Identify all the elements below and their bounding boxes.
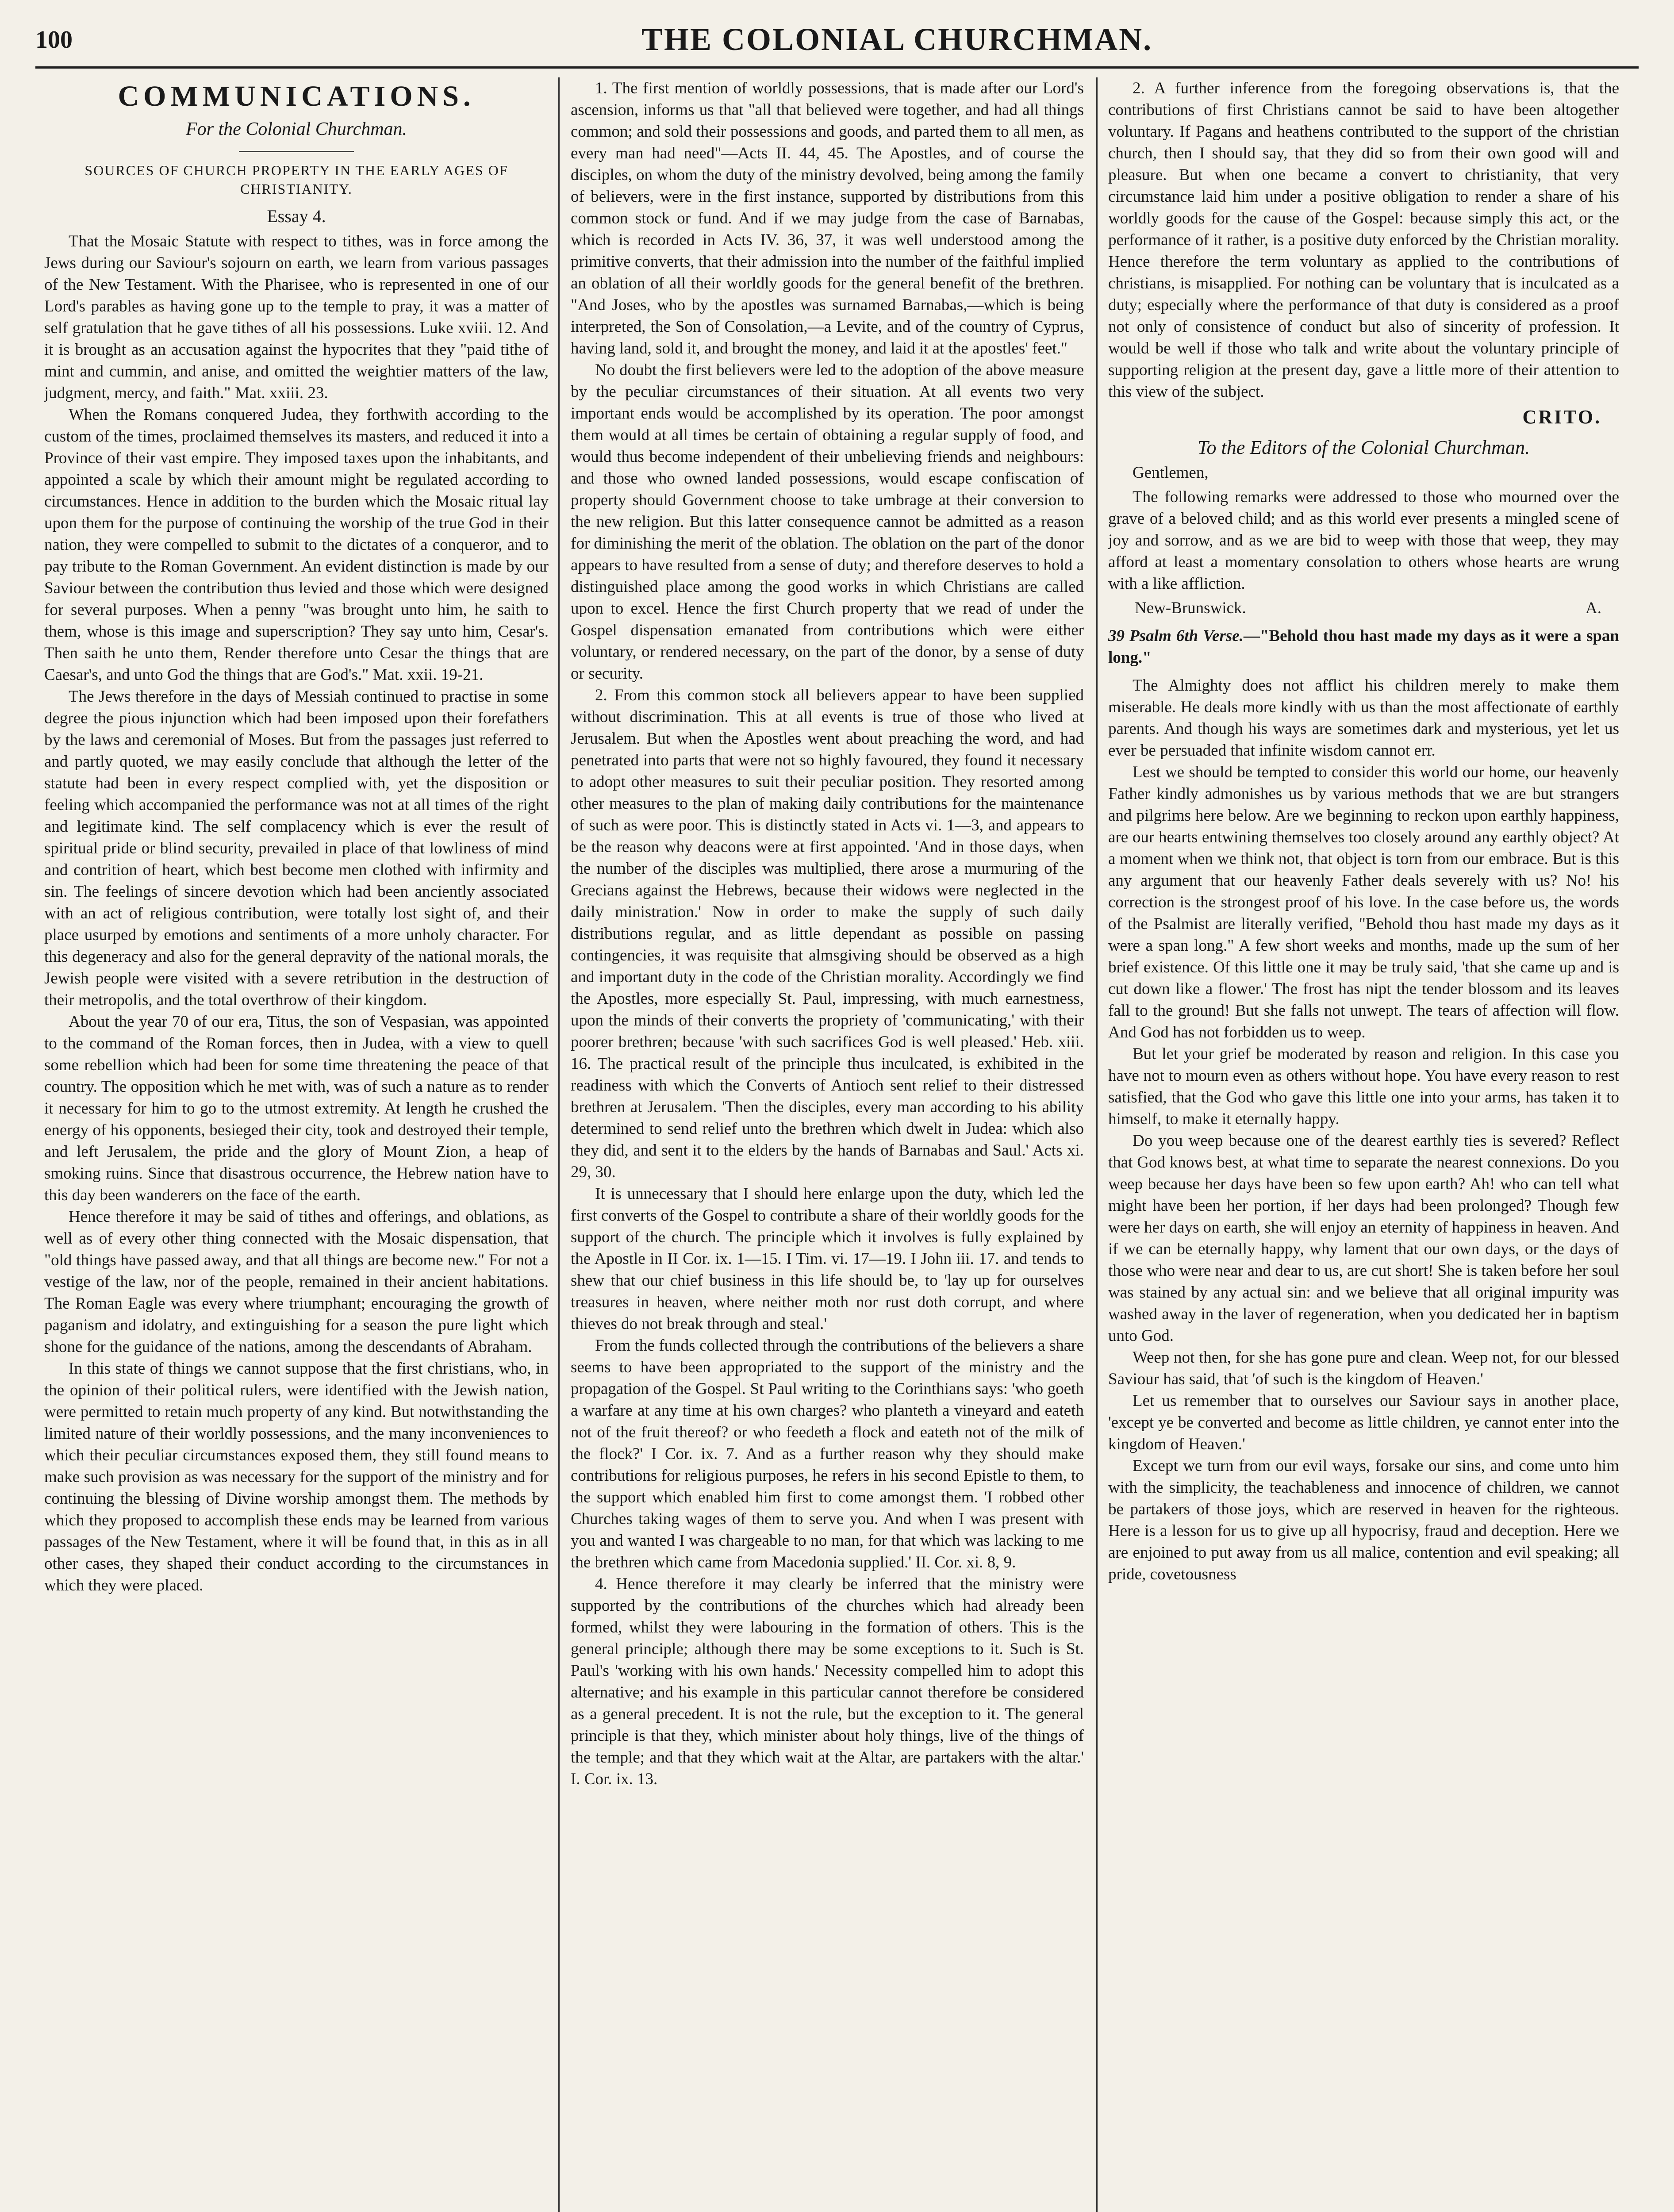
column-2 (571, 77, 1084, 2212)
letter-salutation: Gentlemen, (1133, 464, 1209, 482)
article-paragraph: When the Romans conquered Judea, they forthwith according to the custom of the times, proclaimed themselves its masters, and reduced it into a Province of their vast empire. They imposed taxes upon the inhabitants, and appointed a scale by which their amount might be regulated according to circumstances. Hence in addition to the burden which the Mosaic ritual lay upon them for the purpose of continuing the worship of the true God in their nation, they were compelled to submit to the dictates of a conqueror, and to pay tribute to the Roman Government. An evident distinction is made by our Saviour between the contribution thus levied and those which were designed for several purposes. When a penny "was brought unto him, he saith to them, whose is this image and superscription? They say unto him, Cesar's. Then saith he unto them, Render therefore unto Cesar the things that are Caesar's, and unto God the things that are God's." Mat. xxii. 19-21. (44, 406, 549, 684)
letter-paragraph: Lest we should be tempted to consider this world our home, our heavenly Father kindly admonishes us by various methods that we are but strangers and pilgrims here below. Are we beginning to reckon upon earthly happiness, are our hearts entwining themselves too closely around any earthly object? At a moment when we think not, that object is torn from our embrace. But is this any argument that our heavenly Father deals severely with us? No! his correction is the strongest proof of his love. In the case before us, the words of the Psalmist are literally verified, "Behold thou hast made my days as it were a span long." A few short weeks and months, made up the sum of her brief existence. Of this little one it may be truly said, 'that she came up and is cut down like a flower.' The frost has nipt the tender blossom and its leaves fall to the ground! But she falls not unwept. The tears of affection will flow. And God has not forbidden us to weep. (1108, 763, 1619, 1041)
page-number: 100 (35, 26, 73, 54)
article-paragraph: In this state of things we cannot suppose that the first christians, who, in the opinion of their political rulers, were identified with the Jewish nation, were permitted to retain much property of any kind. But notwithstanding the limited nature of their worldly possessions, and the many inconveniences to which their peculiar circumstances exposed them, they still found means to make such provision as was necessary for the support of the ministry and for continuing the blessing of Divine worship amongst them. The methods by which they proposed to accomplish these ends may be learned from various passages of the New Testament, where it will be found that, in this as in all other cases, they shaped their conduct according to the circumstances in which they were placed. (44, 1359, 549, 1594)
letter-paragraph: Do you weep because one of the dearest earthly ties is severed? Reflect that God knows best, at what time to separate the nearest connexions. Do you weep because her days have been so few upon earth? Ah! who can tell what might have been her portion, if her days had been prolonged? Though few were her days on earth, she will enjoy an eternity of happiness in heaven. And if we can be eternally happy, why lament that our own days, or the days of those who were near and dear to us, are cut short! She is taken before her soul was stained by any actual sin: and we believe that all original impurity was washed away in the laver of regeneration, when you dedicated her in baptism unto God. (1108, 1132, 1619, 1345)
column-3 (1108, 77, 1619, 2212)
article-signature: CRITO. (1522, 406, 1601, 428)
article-paragraph: The Jews therefore in the days of Messiah continued to practise in some degree the pious injunction which had been imposed upon their forefathers by the laws and ceremonial of Moses. But from the passages just referred to and partly quoted, we may easily conclude that although the letter of the statute had been in every respect complied with, yet the disposition or feeling which accompanied the performance was not at all times of the right and legitimate kind. The self complacency which is ever the result of spiritual pride or blind security, prevailed in place of that lowliness of mind and contrition of heart, which best become men clothed with infirmity and sin. The feelings of sincere devotion which had been anciently associated with an act of religious contribution, were totally lost sight of, and their place usurped by emotions and sentiments of a more unholy character. For this degeneracy and also for the general depravity of the national morals, the Jewish people were visited with a severe retribution in the destruction of their metropolis, and the total overthrow of their kingdom. (44, 687, 549, 1009)
letter-paragraph: Except we turn from our evil ways, forsake our sins, and come unto him with the simplicity, the teachableness and innocence of children, we cannot be partakers of those joys, which are reserved in heaven for the righteous. Here is a lesson for us to give up all hypocrisy, fraud and deception. Here we are enjoined to put away from us all malice, contention and evil speaking; all pride, covetousness (1108, 1457, 1619, 1583)
letter-paragraph: The Almighty does not afflict his children merely to make them miserable. He deals more kindly with us than the most affectionate of earthly parents. And though his ways are sometimes dark and mysterious, yet let us ever be persuaded that infinite wisdom cannot err. (1108, 676, 1619, 760)
letter-place: New-Brunswick. (1135, 599, 1246, 617)
article-paragraph: That the Mosaic Statute with respect to tithes, was in force among the Jews during our Saviour's sojourn on earth, we learn from various passages of the New Testament. With the Pharisee, who is represented in one of our Lord's parables as having gone up to the temple to pray, it was a matter of self gratulation that he gave tithes of all his possessions. Luke xviii. 12. And it is brought as an accusation against the hypocrites that they "paid tithe of mint and cummin, and anise, and omitted the weightier matters of the law, judgment, mercy, and faith." Mat. xxiii. 23. (44, 232, 549, 402)
running-title: THE COLONIAL CHURCHMAN. (641, 22, 1153, 57)
column-rule (558, 77, 560, 2212)
letter-address: To the Editors of the Colonial Churchman. (1198, 437, 1530, 458)
article-paragraph: It is unnecessary that I should here enlarge upon the duty, which led the first converts of the Gospel to contribute a share of their worldly goods for the support of the church. The principle which it involves is fully explained by the Apostle in II Cor. ix. 1—15. I Tim. vi. 17—19. I John iii. 17. and tends to shew that our chief business in this life should be, to 'lay up for ourselves treasures in heaven, where neither moth nor rust doth corrupt, and where thieves do not break through and steal.' (571, 1185, 1084, 1333)
letter-paragraph: Let us remember that to ourselves our Saviour says in another place, 'except ye be converted and become as little children, ye cannot enter into the kingdom of Heaven.' (1108, 1392, 1619, 1453)
letter-initial: A. (1586, 599, 1601, 617)
divider (239, 151, 354, 152)
column-rule (1096, 77, 1098, 2212)
article-paragraph: No doubt the first believers were led to the adoption of the above measure by the peculiar circumstances of their situation. At all events two very important ends would be accomplished by its operation. The poor amongst them would at all times be certain of obtaining a regular supply of food, and would thus become independent of their unbelieving friends and neighbours: and those who owned landed possessions, would escape confiscation of property should Government choose to take umbrage at their conversion to the new religion. But this latter consequence cannot be admitted as a reason for diminishing the merit of the oblation. The oblation on the part of the donor appears to have resulted from a sense of duty; and therefore deserves to hold a distinguished place among the good works in which Christians are called upon to excel. Hence the first Church property that we read of under the Gospel dispensation emanated from contributions which were either voluntary, or rendered necessary, on the part of the donor, by a sense of duty or security. (571, 361, 1084, 683)
column-1 (44, 77, 549, 2212)
letter-paragraph: Weep not then, for she has gone pure and clean. Weep not, for our blessed Saviour has said, that 'of such is the kingdom of Heaven.' (1108, 1348, 1619, 1388)
verse-reference: 39 Psalm 6th Verse. (1108, 627, 1244, 645)
article-paragraph: 2. From this common stock all believers appear to have been supplied without discrimination. This at all events is true of those who lived at Jerusalem. But when the Apostles went about preaching the word, and had penetrated into parts that were not so highly favoured, they found it necessary to adopt other measures to suit their peculiar position. They resorted among other measures to the plan of making daily contributions for the maintenance of such as were poor. This is distinctly stated in Acts vi. 1—3, and appears to be the reason why deacons were at first appointed. 'And in those days, when the number of the disciples was multiplied, there arose a murmuring of the Grecians against the Hebrews, because their widows were neglected in the daily ministration.' Now in order to make the supply of such daily distributions regular, and as little dependant as possible on passing contingencies, it was requisite that almsgiving should be observed as a high and important duty in the code of the Christian morality. Accordingly we find the Apostles, more especially St. Paul, impressing, with much earnestness, upon the minds of their converts the propriety of 'communicating,' with their poorer brethren; because 'with such sacrifices God is well pleased.' Heb. xiii. 16. The practical result of the principle thus inculcated, is exhibited in the readiness with which the Converts of Antioch sent relief to their distressed brethren at Jerusalem. 'Then the disciples, every man according to his ability determined to send relief unto the brethren which dwelt in Judea: which also they did, and sent it to the elders by the hands of Barnabas and Saul.' Acts xi. 29, 30. (571, 686, 1084, 1181)
masthead (0, 0, 1674, 58)
verse-text: —"Behold thou hast made my days as it were a span long." (1108, 627, 1619, 667)
article-paragraph: Hence therefore it may be said of tithes and offerings, and oblations, as well as of every other thing connected with the Mosaic dispensation, that "old things have passed away, and that all things are become new." For not a vestige of the law, nor of the people, remained in their ancient habitations. The Roman Eagle was every where triumphant; encouraging the growth of paganism and idolatry, and extinguishing for a season the pure light which shone for the guidance of the nations, among the descendants of Abraham. (44, 1208, 549, 1356)
article-paragraph: About the year 70 of our era, Titus, the son of Vespasian, was appointed to the command of the Roman forces, then in Judea, with a view to quell some rebellion which had been for some time threatening the peace of that country. The opposition which he met with, was of such a nature as to render it necessary for him to go to the utmost extremity. At length he crushed the energy of his opponents, besieged their city, took and destroyed their temple, and left Jerusalem, the pride and the glory of Mount Zion, a heap of smoking ruins. Since that disastrous occurrence, the Hebrew nation have to this day been wanderers on the face of the earth. (44, 1013, 549, 1204)
letter-place-line (1108, 597, 1619, 619)
section-title: COMMUNICATIONS. (118, 80, 475, 112)
article-paragraph: 2. A further inference from the foregoing observations is, that the contributions of first Christians cannot be said to have been altogether voluntary. If Pagans and heathens contributed to the support of the christian church, then I should say, that they did so from their own good will and pleasure. But when one became a convert to christianity, that very circumstance laid him under a positive obligation to render a share of his worldly goods for the cause of the Gospel: because simply this act, or the performance of it rather, is a positive duty enforced by the Christian morality. Hence therefore the term voluntary as applied to the contributions of christians, is misapplied. For nothing can be voluntary that is inculcated as a duty; especially where the performance of that duty is considered as a proof not only of consistence of conduct but also of sincerity of profession. It would be well if those who talk and write about the voluntary principle of supporting religion at the present day, gave a little more of their attention to this view of the subject. (1108, 79, 1619, 401)
section-byline: For the Colonial Churchman. (185, 119, 407, 139)
article-title: SOURCES OF CHURCH PROPERTY IN THE EARLY AGES OF CHRISTIANITY. (84, 162, 508, 197)
verse-line (1108, 625, 1619, 668)
article-paragraph: 4. Hence therefore it may clearly be inferred that the ministry were supported by the contributions of the churches which had already been formed, whilst they were labouring in the formation of others. This is the general principle; although there may be some exceptions to it. Such is St. Paul's 'working with his own hands.' Necessity compelled him to adopt this alternative; and his example in this particular cannot therefore be considered as a general precedent. It is not the rule, but the exception to it. The general principle is that they, which minister about holy things, live of the things of the temple; and that they which wait at the Altar, are partakers with the altar.' I. Cor. ix. 13. (571, 1575, 1084, 1788)
article-paragraph: 1. The first mention of worldly possessions, that is made after our Lord's ascension, informs us that "all that believed were together, and had all things common; and sold their possessions and goods, and parted them to all men, as every man had need"—Acts II. 44, 45. The Apostles, and of course the disciples, on whom the duty of the ministry devolved, being among the family of believers, were in the first instance, supported by distributions from this common stock or fund. And if we may judge from the case of Barnabas, which is recorded in Acts IV. 36, 37, it was well understood among the primitive converts, that their admission into the number of the faithful implied an oblation of all their worldly goods for the general benefit of the brethren. "And Joses, who by the apostles was surnamed Barnabas,—which is being interpreted, the Son of Consolation,—a Levite, and of the country of Cyprus, having land, sold it, and brought the money, and laid it at the apostles' feet." (571, 79, 1084, 357)
letter-paragraph: But let your grief be moderated by reason and religion. In this case you have not to mourn even as others without hope. You have every reason to rest satisfied, that the God who gave this little one into your arms, has taken it to himself, to make it eternally happy. (1108, 1045, 1619, 1128)
essay-label: Essay 4. (267, 206, 326, 226)
letter-intro: The following remarks were addressed to those who mourned over the grave of a beloved child; and as this world ever presents a mingled scene of joy and sorrow, and as we are bid to weep with those that weep, they may afford at least a momentary consolation to others whose hearts are wrung with a like affliction. (1108, 488, 1619, 593)
header-rule (35, 66, 1639, 69)
article-paragraph: From the funds collected through the contributions of the believers a share seems to have been appropriated to the support of the ministry and the propagation of the Gospel. St Paul writing to the Corinthians says: 'who goeth a warfare at any time at his own charges? who planteth a vineyard and eateth not of the fruit thereof? or who feedeth a flock and eateth not of the milk of the flock?' I Cor. ix. 7. And as a further reason why they should make contributions for religious purposes, he refers in his second Epistle to them, to the support which enabled him first to come amongst them. 'I robbed other Churches taking wages of them to serve you. And when I was present with you and wanted I was chargeable to no man, for that which was lacking to me the brethren which came from Macedonia supplied.' II. Cor. xi. 8, 9. (571, 1336, 1084, 1571)
